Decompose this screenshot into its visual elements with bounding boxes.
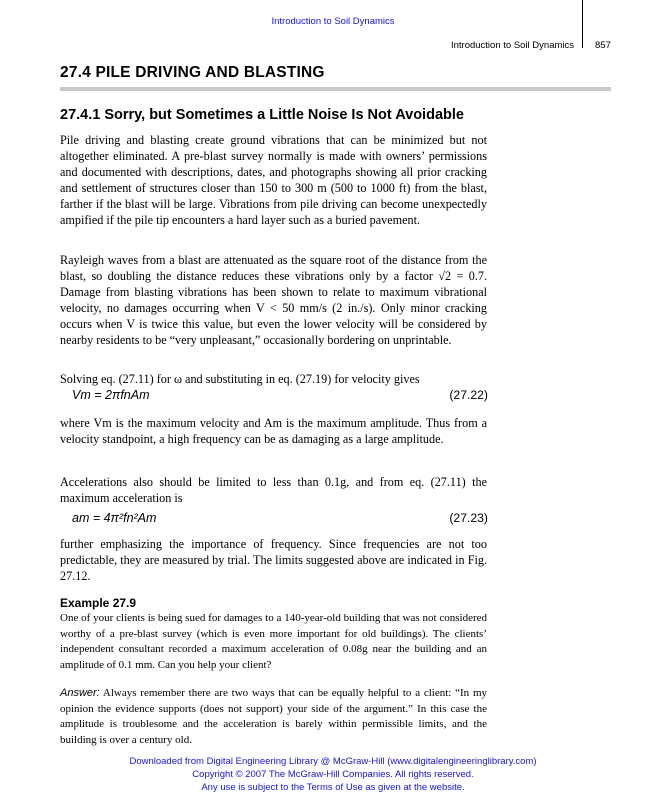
velocity-condition: V < 50 mm/s (2 in./s) bbox=[256, 301, 373, 315]
section-heading: 27.4 PILE DRIVING AND BLASTING bbox=[60, 64, 325, 81]
answer-text: Always remember there are two ways that can be equally helpful to a client: “In my opinion the evidence supports (does not support) your side of the argument.” In this case the amplitude is troublesome and the acceleration is barely within permissible limits, and the building is over a century old. bbox=[60, 687, 487, 746]
footer-terms-link[interactable]: Any use is subject to the Terms of Use as given at the website. bbox=[201, 782, 465, 793]
footer-copyright: Copyright © 2007 The McGraw-Hill Companies. All rights reserved. bbox=[192, 769, 474, 780]
sqrt-factor: √2 = 0.7 bbox=[438, 269, 484, 283]
equation-27-22-number: (27.22) bbox=[449, 388, 488, 402]
section-rule bbox=[60, 87, 611, 91]
paragraph-rayleigh-text-b: . Damage from blasting vibrations has been shown to relate to maximum vibrational velocity, no damages occurring when bbox=[60, 269, 487, 315]
equation-27-23-number: (27.23) bbox=[449, 511, 488, 525]
page-number: 857 bbox=[595, 40, 611, 51]
subsection-heading: 27.4.1 Sorry, but Sometimes a Little Noise Is Not Avoidable bbox=[60, 107, 464, 123]
answer-label: Answer: bbox=[60, 687, 100, 699]
footer-download-link[interactable]: Downloaded from Digital Engineering Library @ McGraw-Hill (www.digitalengineeringlibrary.com) bbox=[129, 756, 537, 767]
running-head-title: Introduction to Soil Dynamics bbox=[450, 40, 574, 51]
paragraph-acceleration: Accelerations also should be limited to less than 0.1g, and from eq. (27.11) the maximum acceleration is bbox=[60, 475, 487, 505]
example-answer bbox=[60, 686, 487, 748]
example-problem: One of your clients is being sued for damages to a 140-year-old building that was not considered worthy of a pre-blast survey (which is even more important for old buildings). The clients’ independent consultant recorded a maximum acceleration of 0.08g near the building and an amplitude of 0.1 mm. Can you help your client? bbox=[60, 612, 487, 671]
paragraph-rayleigh-text-c: . Only minor cracking occurs when V is twice this value, but even the lower velocity will be considered by nearby residents to be “very unpleasant,” occasionally bordering on unprintable. bbox=[60, 301, 487, 347]
equation-27-22: Vm = 2πfnAm bbox=[72, 388, 150, 402]
paragraph-solving: Solving eq. (27.11) for ω and substituting in eq. (27.19) for velocity gives bbox=[60, 372, 420, 386]
example-title: Example 27.9 bbox=[60, 596, 137, 610]
paragraph-rayleigh-waves bbox=[60, 252, 487, 348]
header-divider bbox=[582, 0, 583, 48]
paragraph-rayleigh-text-a: Rayleigh waves from a blast are attenuated as the square root of the distance from the blast, so doubling the distance reduces these vibrations only by a factor bbox=[60, 253, 487, 283]
top-link[interactable]: Introduction to Soil Dynamics bbox=[271, 16, 395, 27]
paragraph-frequency: further emphasizing the importance of frequency. Since frequencies are not too predictable, they are measured by trial. The limits suggested above are indicated in Fig. 27.12. bbox=[60, 537, 487, 583]
paragraph-velocity: where Vm is the maximum velocity and Am is the maximum amplitude. Thus from a velocity standpoint, a high frequency can be as damaging as a large amplitude. bbox=[60, 416, 487, 446]
equation-27-23: am = 4π²fn²Am bbox=[72, 511, 157, 525]
paragraph-pile-driving: Pile driving and blasting create ground vibrations that can be minimized but not altogether eliminated. A pre-blast survey normally is made with owners’ permissions and documented with descriptions, dates, and photographs showing all prior cracking and settlement of structures closer than 150 to 300 m (500 to 1000 ft) from the blast, farther if the blast will be large. Vibrations from pile driving can become unexpectedly ampified if the pile tip encounters a hard layer such as a buried pavement. bbox=[60, 133, 487, 227]
